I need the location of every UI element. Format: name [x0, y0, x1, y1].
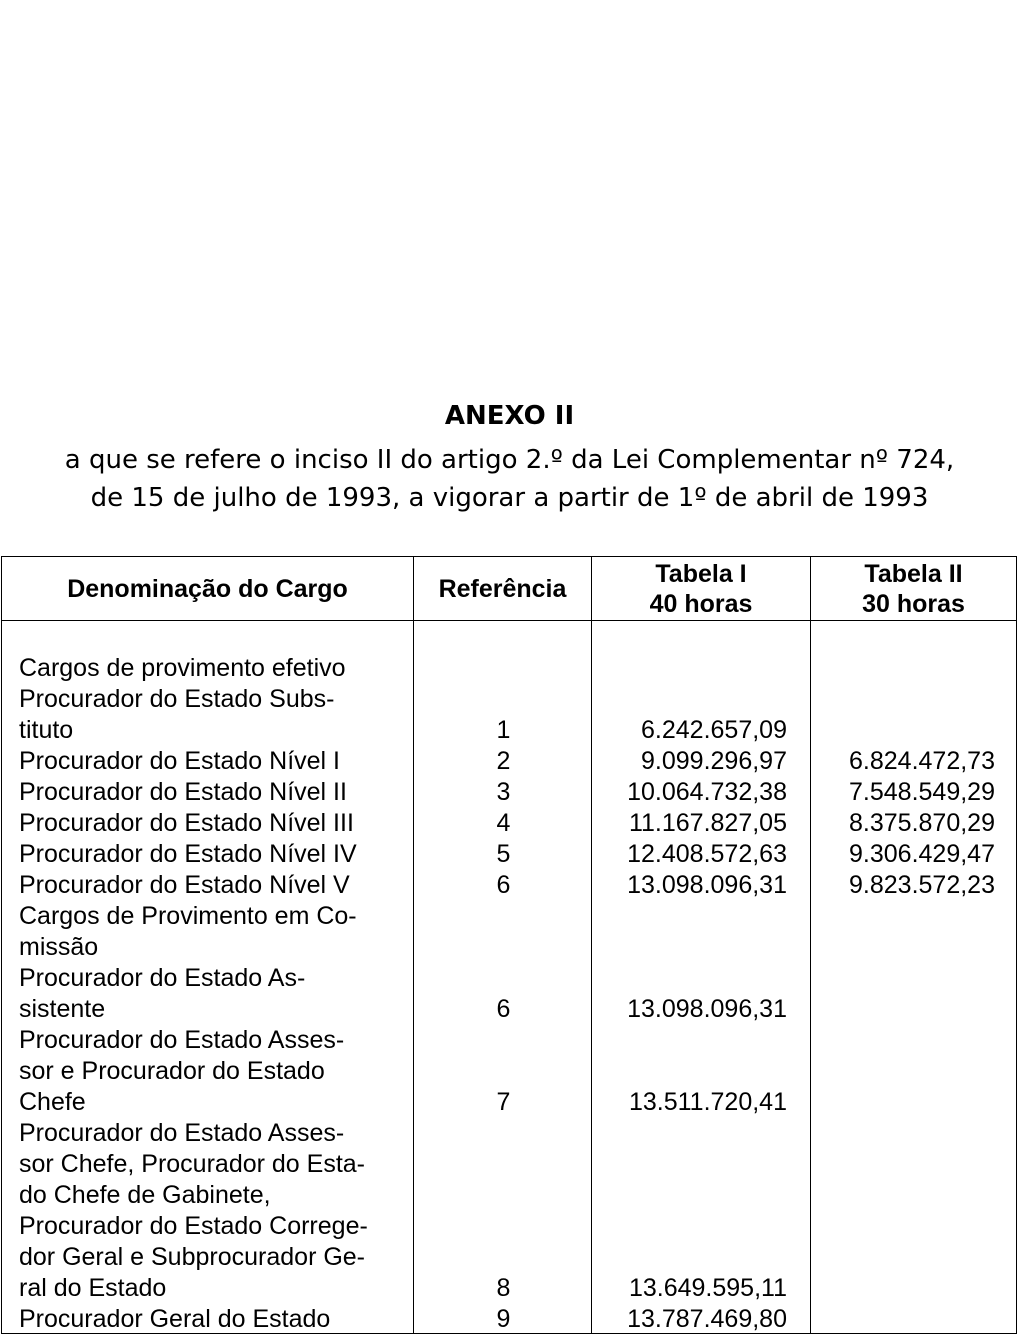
cargo-cell: tituto: [19, 716, 74, 744]
cargo-cell: Procurador do Estado Nível II: [19, 778, 347, 806]
tabela-1-value: [593, 963, 787, 994]
header-referencia-label: Referência: [438, 574, 567, 603]
cargo-cell: Procurador do Estado Nível V: [19, 871, 350, 899]
referencia-cell: 1: [496, 716, 511, 744]
tabela-1-value: [593, 653, 787, 684]
tabela-1-value: [593, 932, 787, 963]
tabela-2-value: [812, 1118, 995, 1149]
tabela-2-value: 6.824.472,73: [849, 747, 995, 775]
tabela-2-value: [812, 901, 995, 932]
tabela-1-value: 9.099.296,97: [641, 747, 787, 775]
tabela-1-value: [593, 1056, 787, 1087]
cargo-cell: Procurador do Estado Nível I: [19, 747, 340, 775]
referencia-cell: 2: [496, 747, 511, 775]
cargo-cell: Procurador do Estado Asses-: [19, 1119, 345, 1147]
header-tabela-1-title: Tabela I: [655, 559, 747, 588]
referencia-cell: [415, 1118, 592, 1149]
header-tabela-2: [811, 557, 1016, 620]
tabela-1-value: [593, 901, 787, 932]
tabela-1-value: 13.649.595,11: [628, 1274, 787, 1302]
referencia-cell: 7: [496, 1088, 511, 1116]
tabela-2-value: [812, 715, 995, 746]
tabela-2-value: [812, 1242, 995, 1273]
cargo-cell: Procurador Geral do Estado: [19, 1305, 331, 1333]
tabela-2-value: [812, 1304, 995, 1335]
tabela-1-value: [593, 1149, 787, 1180]
tabela-2-value: 8.375.870,29: [849, 809, 995, 837]
tabela-2-value: 7.548.549,29: [849, 778, 995, 806]
tabela-2-value: [812, 1180, 995, 1211]
header-referencia: [414, 557, 591, 620]
tabela-2-value: [812, 1149, 995, 1180]
tabela-1-value: 13.098.096,31: [627, 995, 787, 1023]
header-cargo-label: Denominação do Cargo: [67, 574, 348, 603]
tabela-1-value: [593, 1211, 787, 1242]
tabela-1-value: 6.242.657,09: [641, 716, 787, 744]
tabela-1-value: 11.167.827,05: [628, 809, 787, 837]
cargo-cell: do Chefe de Gabinete,: [19, 1181, 271, 1209]
header-tabela-1-hours: 40 horas: [649, 589, 753, 618]
tabela-1-value: 13.787.469,80: [627, 1305, 787, 1333]
tabela-2-value: [812, 1211, 995, 1242]
page-title: ANEXO II: [444, 401, 575, 431]
subtitle-line-1: a que se refere o inciso II do artigo 2.º da Lei Complementar nº 724,: [64, 445, 955, 475]
tabela-1-value: [593, 1118, 787, 1149]
cargo-cell: sistente: [19, 995, 106, 1023]
subtitle-line-2: de 15 de julho de 1993, a vigorar a partir de 1º de abril de 1993: [90, 483, 929, 513]
tabela-2-value: [812, 994, 995, 1025]
tabela-1-value: [593, 1242, 787, 1273]
tabela-2-value: 9.306.429,47: [849, 840, 995, 868]
cargo-cell: Cargos de Provimento em Co-: [19, 902, 357, 930]
cargo-cell: Procurador do Estado Nível III: [19, 809, 354, 837]
cargo-cell: missão: [19, 933, 99, 961]
referencia-cell: [415, 1149, 592, 1180]
header-tabela-1: [592, 557, 810, 620]
referencia-cell: [415, 1025, 592, 1056]
referencia-cell: 4: [496, 809, 511, 837]
referencia-cell: [415, 901, 592, 932]
column-tabela-2: [812, 653, 995, 1335]
tabela-1-value: 12.408.572,63: [627, 840, 787, 868]
referencia-cell: [415, 932, 592, 963]
tabela-1-value: 10.064.732,38: [627, 778, 787, 806]
tabela-2-value: [812, 932, 995, 963]
tabela-2-value: [812, 1273, 995, 1304]
column-cargo: [19, 653, 414, 1335]
referencia-cell: [415, 1180, 592, 1211]
cargo-cell: dor Geral e Subprocurador Ge-: [19, 1243, 366, 1271]
tabela-1-value: [593, 684, 787, 715]
column-divider: [810, 557, 811, 1333]
tabela-2-value: [812, 963, 995, 994]
referencia-cell: 8: [496, 1274, 511, 1302]
header-tabela-2-title: Tabela II: [864, 559, 963, 588]
referencia-cell: [415, 1242, 592, 1273]
tabela-2-value: [812, 1056, 995, 1087]
referencia-cell: 3: [496, 778, 511, 806]
cargo-cell: Procurador do Estado Correge-: [19, 1212, 368, 1240]
referencia-cell: [415, 684, 592, 715]
referencia-cell: 5: [496, 840, 511, 868]
cargo-cell: Procurador do Estado As-: [19, 964, 306, 992]
column-referencia: [415, 653, 592, 1335]
referencia-cell: 6: [496, 995, 511, 1023]
column-tabela-1: [593, 653, 787, 1335]
salary-table: [1, 556, 1017, 1334]
referencia-cell: 6: [496, 871, 511, 899]
referencia-cell: [415, 653, 592, 684]
referencia-cell: 9: [496, 1305, 511, 1333]
tabela-1-value: 13.511.720,41: [628, 1088, 787, 1116]
tabela-2-value: [812, 1025, 995, 1056]
header-tabela-2-hours: 30 horas: [862, 589, 965, 618]
cargo-cell: Procurador do Estado Subs-: [19, 685, 335, 713]
cargo-cell: ral do Estado: [19, 1274, 167, 1302]
tabela-2-value: 9.823.572,23: [849, 871, 995, 899]
tabela-1-value: 13.098.096,31: [627, 871, 787, 899]
referencia-cell: [415, 1211, 592, 1242]
tabela-2-value: [812, 684, 995, 715]
tabela-1-value: [593, 1025, 787, 1056]
tabela-2-value: [812, 1087, 995, 1118]
header-divider: [2, 620, 1016, 621]
referencia-cell: [415, 963, 592, 994]
cargo-cell: Chefe: [19, 1088, 86, 1116]
cargo-cell: sor e Procurador do Estado: [19, 1057, 325, 1085]
cargo-cell: Procurador do Estado Nível IV: [19, 840, 357, 868]
header-cargo: [2, 557, 413, 620]
cargo-cell: Procurador do Estado Asses-: [19, 1026, 345, 1054]
cargo-cell: sor Chefe, Procurador do Esta-: [19, 1150, 365, 1178]
tabela-1-value: [593, 1180, 787, 1211]
cargo-cell: Cargos de provimento efetivo: [19, 654, 346, 682]
tabela-2-value: [812, 653, 995, 684]
referencia-cell: [415, 1056, 592, 1087]
